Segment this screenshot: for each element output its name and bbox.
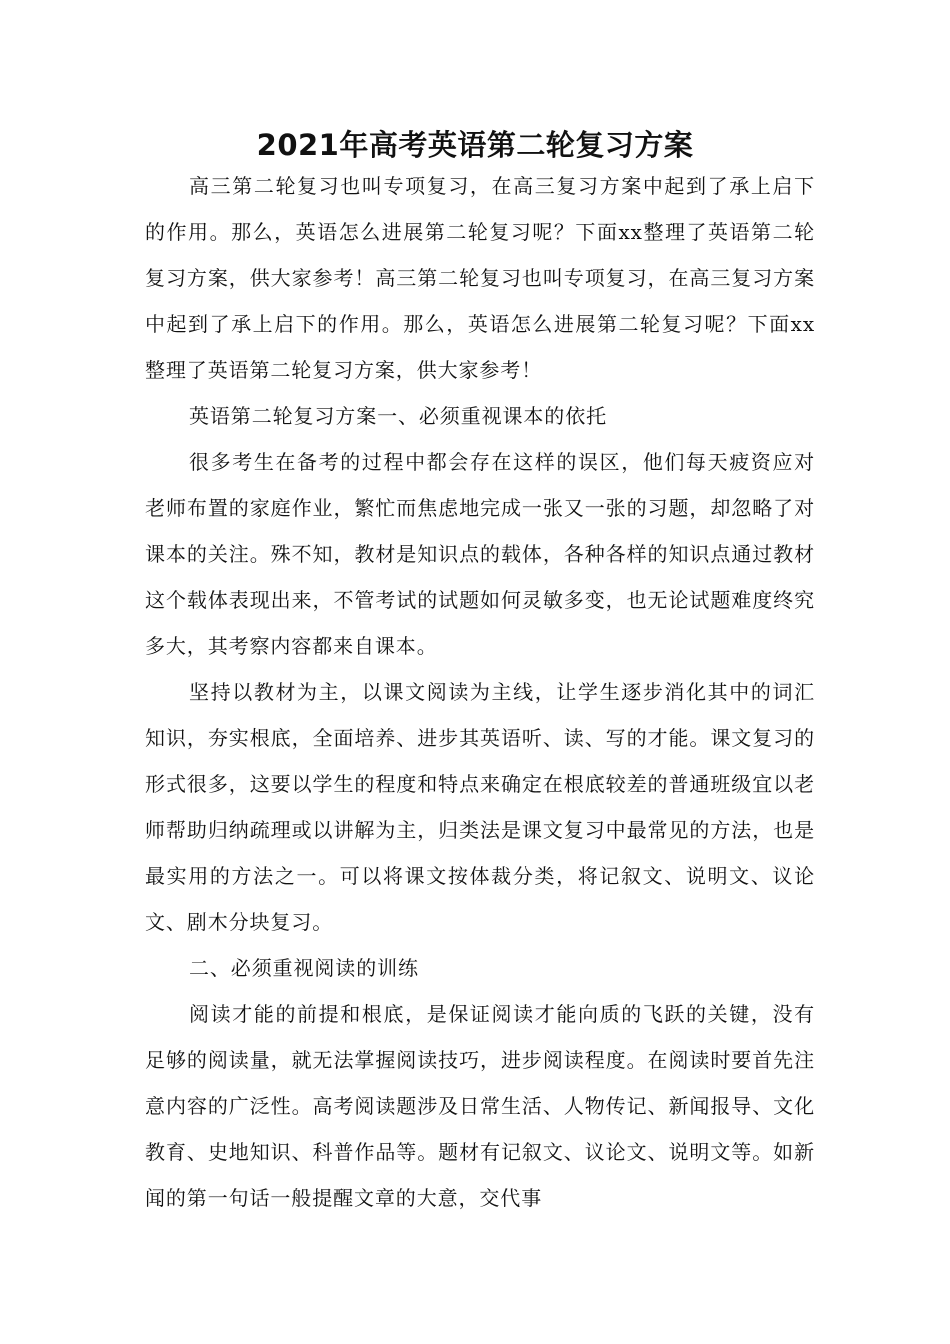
paragraph-reading: 阅读才能的前提和根底，是保证阅读才能向质的飞跃的关键，没有足够的阅读量，就无法掌握阅读技巧，进步阅读程度。在阅读时要首先注意内容的广泛性。高考阅读题涉及日常生活、人物传记、新闻报导、文化教育、史地知识、科普作品等。题材有记叙文、议论文、说明文等。如新闻的第一句话一般提醒文章的大意，交代事 (145, 1002, 815, 1210)
document-body (145, 163, 815, 1221)
section-heading-2: 二、必须重视阅读的训练 (189, 956, 419, 980)
paragraph-textbook-method: 坚持以教材为主，以课文阅读为主线，让学生逐步消化其中的词汇知识，夯实根底，全面培养、进步其英语听、读、写的才能。课文复习的形式很多，这要以学生的程度和特点来确定在根底较差的普通班级宜以老师帮助归纳疏理或以讲解为主，归类法是课文复习中最常见的方法，也是最实用的方法之一。可以将课文按体裁分类，将记叙文、说明文、议论文、剧木分块复习。 (145, 680, 815, 934)
paragraph-textbook: 很多考生在备考的过程中都会存在这样的误区，他们每天疲资应对老师布置的家庭作业，繁忙而焦虑地完成一张又一张的习题，却忽略了对课本的关注。殊不知，教材是知识点的载体，各种各样的知识点通过教材这个载体表现出来，不管考试的试题如何灵敏多变，也无论试题难度终究多大，其考察内容都来自课本。 (145, 450, 815, 658)
section-heading-1: 英语第二轮复习方案一、必须重视课本的依托 (189, 404, 607, 428)
paragraph-intro: 高三第二轮复习也叫专项复习，在高三复习方案中起到了承上启下的作用。那么，英语怎么进展第二轮复习呢？下面xx整理了英语第二轮复习方案，供大家参考！高三第二轮复习也叫专项复习，在高三复习方案中起到了承上启下的作用。那么，英语怎么进展第二轮复习呢？下面xx整理了英语第二轮复习方案，供大家参考！ (145, 174, 815, 382)
document-title: 2021年高考英语第二轮复习方案 (256, 128, 694, 162)
